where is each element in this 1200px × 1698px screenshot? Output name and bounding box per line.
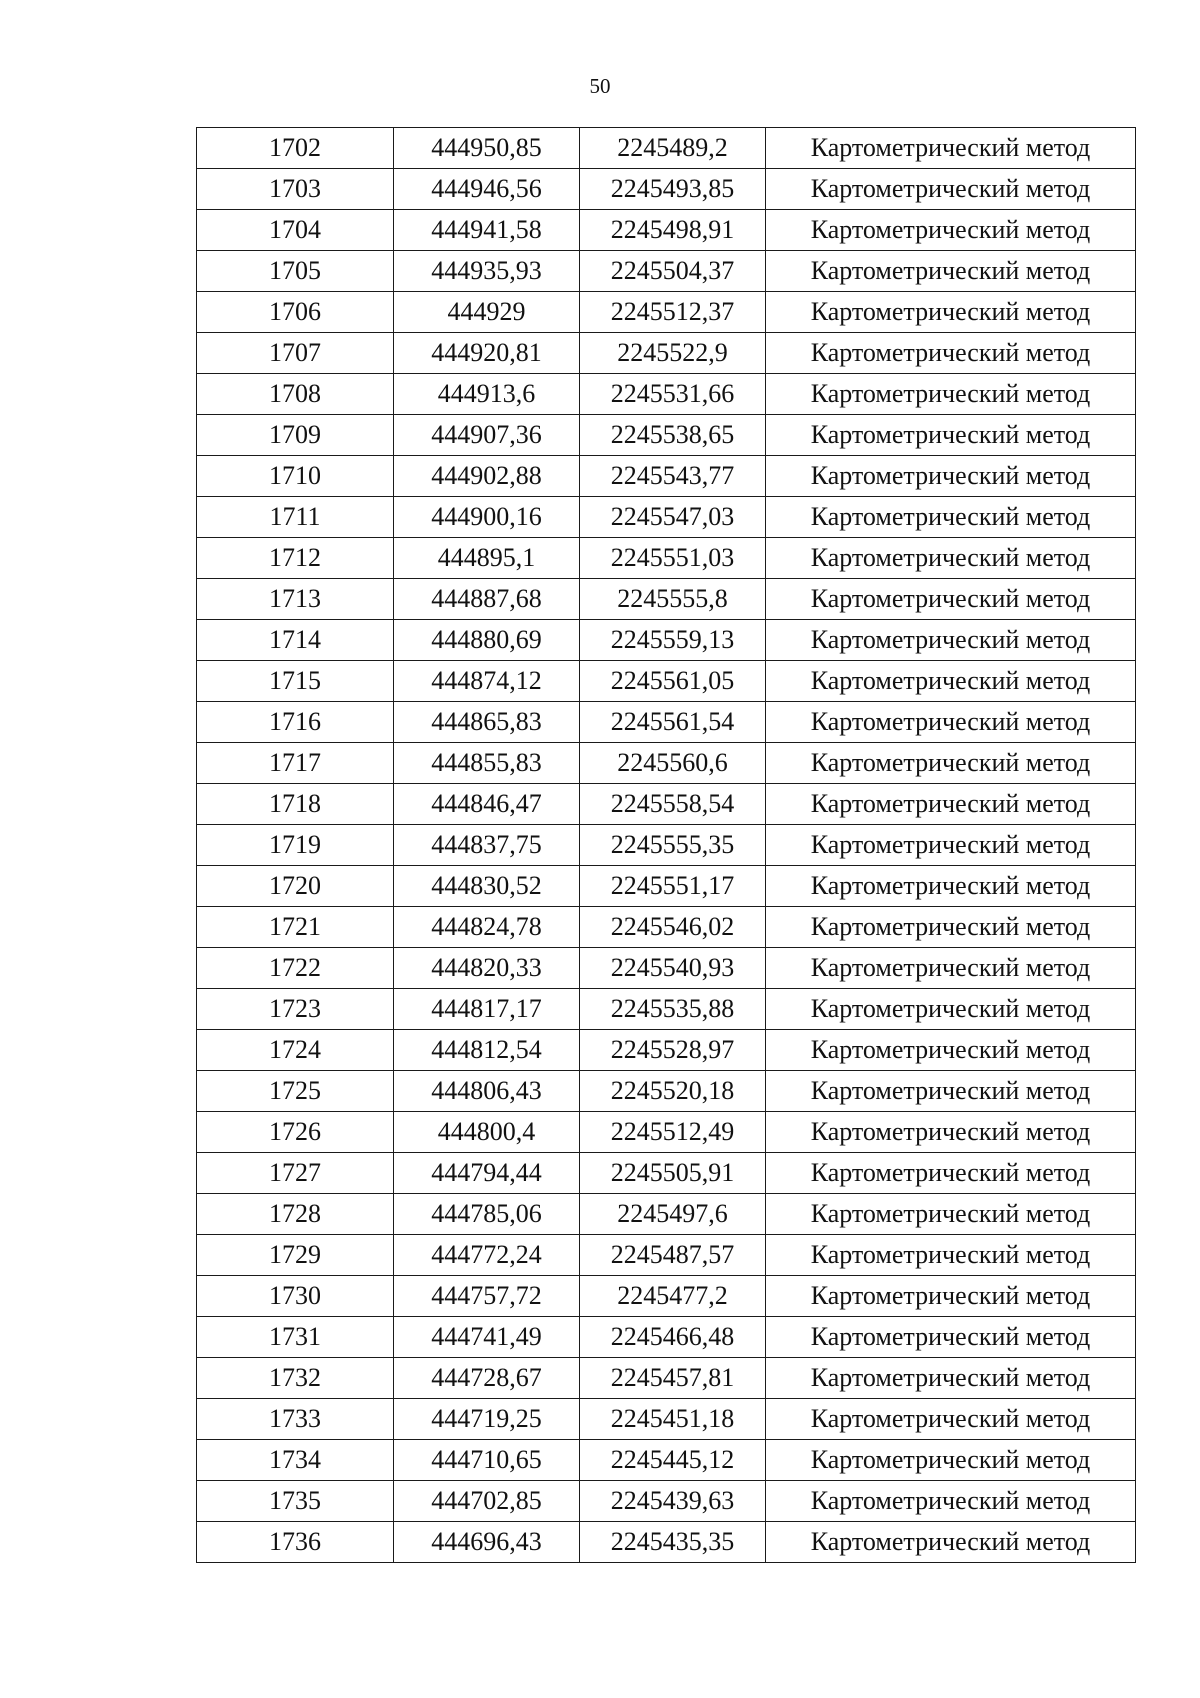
method-cell: Картометрический метод xyxy=(766,1235,1136,1276)
y-coordinate-cell: 2245528,97 xyxy=(580,1030,766,1071)
x-coordinate-cell: 444865,83 xyxy=(394,702,580,743)
point-number-cell: 1726 xyxy=(197,1112,394,1153)
table-row xyxy=(197,210,1136,251)
method-cell: Картометрический метод xyxy=(766,1317,1136,1358)
point-number-cell: 1702 xyxy=(197,128,394,169)
x-coordinate-cell: 444880,69 xyxy=(394,620,580,661)
x-coordinate-cell: 444913,6 xyxy=(394,374,580,415)
x-coordinate-cell: 444874,12 xyxy=(394,661,580,702)
x-coordinate-cell: 444946,56 xyxy=(394,169,580,210)
method-cell: Картометрический метод xyxy=(766,292,1136,333)
point-number-cell: 1720 xyxy=(197,866,394,907)
method-cell: Картометрический метод xyxy=(766,333,1136,374)
y-coordinate-cell: 2245497,6 xyxy=(580,1194,766,1235)
method-cell: Картометрический метод xyxy=(766,825,1136,866)
y-coordinate-cell: 2245498,91 xyxy=(580,210,766,251)
x-coordinate-cell: 444785,06 xyxy=(394,1194,580,1235)
table-row xyxy=(197,866,1136,907)
point-number-cell: 1725 xyxy=(197,1071,394,1112)
table-row xyxy=(197,456,1136,497)
x-coordinate-cell: 444830,52 xyxy=(394,866,580,907)
x-coordinate-cell: 444812,54 xyxy=(394,1030,580,1071)
point-number-cell: 1734 xyxy=(197,1440,394,1481)
method-cell: Картометрический метод xyxy=(766,251,1136,292)
table-row xyxy=(197,907,1136,948)
y-coordinate-cell: 2245538,65 xyxy=(580,415,766,456)
x-coordinate-cell: 444820,33 xyxy=(394,948,580,989)
x-coordinate-cell: 444837,75 xyxy=(394,825,580,866)
x-coordinate-cell: 444902,88 xyxy=(394,456,580,497)
point-number-cell: 1713 xyxy=(197,579,394,620)
table-row xyxy=(197,1522,1136,1563)
y-coordinate-cell: 2245540,93 xyxy=(580,948,766,989)
point-number-cell: 1709 xyxy=(197,415,394,456)
table-row xyxy=(197,1481,1136,1522)
x-coordinate-cell: 444772,24 xyxy=(394,1235,580,1276)
y-coordinate-cell: 2245560,6 xyxy=(580,743,766,784)
method-cell: Картометрический метод xyxy=(766,1481,1136,1522)
x-coordinate-cell: 444741,49 xyxy=(394,1317,580,1358)
method-cell: Картометрический метод xyxy=(766,1522,1136,1563)
y-coordinate-cell: 2245547,03 xyxy=(580,497,766,538)
table-row xyxy=(197,825,1136,866)
point-number-cell: 1712 xyxy=(197,538,394,579)
method-cell: Картометрический метод xyxy=(766,210,1136,251)
y-coordinate-cell: 2245546,02 xyxy=(580,907,766,948)
table-row xyxy=(197,1153,1136,1194)
point-number-cell: 1711 xyxy=(197,497,394,538)
method-cell: Картометрический метод xyxy=(766,415,1136,456)
x-coordinate-cell: 444702,85 xyxy=(394,1481,580,1522)
table-row xyxy=(197,989,1136,1030)
table-row xyxy=(197,251,1136,292)
method-cell: Картометрический метод xyxy=(766,661,1136,702)
y-coordinate-cell: 2245504,37 xyxy=(580,251,766,292)
point-number-cell: 1723 xyxy=(197,989,394,1030)
point-number-cell: 1736 xyxy=(197,1522,394,1563)
method-cell: Картометрический метод xyxy=(766,579,1136,620)
x-coordinate-cell: 444817,17 xyxy=(394,989,580,1030)
table-row xyxy=(197,374,1136,415)
x-coordinate-cell: 444696,43 xyxy=(394,1522,580,1563)
x-coordinate-cell: 444806,43 xyxy=(394,1071,580,1112)
y-coordinate-cell: 2245435,35 xyxy=(580,1522,766,1563)
method-cell: Картометрический метод xyxy=(766,1399,1136,1440)
table-row xyxy=(197,1112,1136,1153)
coordinates-table-body xyxy=(197,128,1136,1563)
point-number-cell: 1727 xyxy=(197,1153,394,1194)
method-cell: Картометрический метод xyxy=(766,374,1136,415)
method-cell: Картометрический метод xyxy=(766,128,1136,169)
method-cell: Картометрический метод xyxy=(766,497,1136,538)
point-number-cell: 1721 xyxy=(197,907,394,948)
y-coordinate-cell: 2245493,85 xyxy=(580,169,766,210)
method-cell: Картометрический метод xyxy=(766,1276,1136,1317)
x-coordinate-cell: 444800,4 xyxy=(394,1112,580,1153)
table-row xyxy=(197,1276,1136,1317)
y-coordinate-cell: 2245489,2 xyxy=(580,128,766,169)
x-coordinate-cell: 444887,68 xyxy=(394,579,580,620)
y-coordinate-cell: 2245445,12 xyxy=(580,1440,766,1481)
table-row xyxy=(197,579,1136,620)
x-coordinate-cell: 444757,72 xyxy=(394,1276,580,1317)
y-coordinate-cell: 2245555,35 xyxy=(580,825,766,866)
table-row xyxy=(197,1030,1136,1071)
table-row xyxy=(197,784,1136,825)
point-number-cell: 1717 xyxy=(197,743,394,784)
x-coordinate-cell: 444794,44 xyxy=(394,1153,580,1194)
y-coordinate-cell: 2245477,2 xyxy=(580,1276,766,1317)
y-coordinate-cell: 2245466,48 xyxy=(580,1317,766,1358)
x-coordinate-cell: 444719,25 xyxy=(394,1399,580,1440)
x-coordinate-cell: 444895,1 xyxy=(394,538,580,579)
y-coordinate-cell: 2245487,57 xyxy=(580,1235,766,1276)
point-number-cell: 1719 xyxy=(197,825,394,866)
table-row xyxy=(197,292,1136,333)
table-row xyxy=(197,661,1136,702)
method-cell: Картометрический метод xyxy=(766,743,1136,784)
method-cell: Картометрический метод xyxy=(766,1030,1136,1071)
method-cell: Картометрический метод xyxy=(766,1112,1136,1153)
x-coordinate-cell: 444935,93 xyxy=(394,251,580,292)
y-coordinate-cell: 2245451,18 xyxy=(580,1399,766,1440)
method-cell: Картометрический метод xyxy=(766,456,1136,497)
point-number-cell: 1731 xyxy=(197,1317,394,1358)
x-coordinate-cell: 444900,16 xyxy=(394,497,580,538)
method-cell: Картометрический метод xyxy=(766,948,1136,989)
method-cell: Картометрический метод xyxy=(766,1440,1136,1481)
point-number-cell: 1716 xyxy=(197,702,394,743)
table-row xyxy=(197,497,1136,538)
point-number-cell: 1703 xyxy=(197,169,394,210)
point-number-cell: 1715 xyxy=(197,661,394,702)
table-row xyxy=(197,1358,1136,1399)
point-number-cell: 1730 xyxy=(197,1276,394,1317)
method-cell: Картометрический метод xyxy=(766,538,1136,579)
method-cell: Картометрический метод xyxy=(766,1194,1136,1235)
x-coordinate-cell: 444855,83 xyxy=(394,743,580,784)
point-number-cell: 1710 xyxy=(197,456,394,497)
table-row xyxy=(197,702,1136,743)
table-row xyxy=(197,1071,1136,1112)
table-row xyxy=(197,415,1136,456)
table-row xyxy=(197,538,1136,579)
method-cell: Картометрический метод xyxy=(766,1153,1136,1194)
point-number-cell: 1704 xyxy=(197,210,394,251)
x-coordinate-cell: 444941,58 xyxy=(394,210,580,251)
method-cell: Картометрический метод xyxy=(766,1071,1136,1112)
point-number-cell: 1735 xyxy=(197,1481,394,1522)
x-coordinate-cell: 444929 xyxy=(394,292,580,333)
x-coordinate-cell: 444728,67 xyxy=(394,1358,580,1399)
table-row xyxy=(197,1317,1136,1358)
y-coordinate-cell: 2245531,66 xyxy=(580,374,766,415)
point-number-cell: 1708 xyxy=(197,374,394,415)
point-number-cell: 1729 xyxy=(197,1235,394,1276)
table-row xyxy=(197,128,1136,169)
point-number-cell: 1724 xyxy=(197,1030,394,1071)
point-number-cell: 1714 xyxy=(197,620,394,661)
y-coordinate-cell: 2245551,03 xyxy=(580,538,766,579)
table-row xyxy=(197,1399,1136,1440)
x-coordinate-cell: 444907,36 xyxy=(394,415,580,456)
table-row xyxy=(197,1235,1136,1276)
x-coordinate-cell: 444846,47 xyxy=(394,784,580,825)
coordinates-table xyxy=(196,127,1136,1563)
method-cell: Картометрический метод xyxy=(766,169,1136,210)
point-number-cell: 1707 xyxy=(197,333,394,374)
table-row xyxy=(197,620,1136,661)
y-coordinate-cell: 2245551,17 xyxy=(580,866,766,907)
method-cell: Картометрический метод xyxy=(766,866,1136,907)
table-row xyxy=(197,743,1136,784)
x-coordinate-cell: 444824,78 xyxy=(394,907,580,948)
y-coordinate-cell: 2245520,18 xyxy=(580,1071,766,1112)
point-number-cell: 1722 xyxy=(197,948,394,989)
y-coordinate-cell: 2245535,88 xyxy=(580,989,766,1030)
method-cell: Картометрический метод xyxy=(766,702,1136,743)
x-coordinate-cell: 444920,81 xyxy=(394,333,580,374)
y-coordinate-cell: 2245561,05 xyxy=(580,661,766,702)
table-row xyxy=(197,1194,1136,1235)
y-coordinate-cell: 2245561,54 xyxy=(580,702,766,743)
y-coordinate-cell: 2245522,9 xyxy=(580,333,766,374)
x-coordinate-cell: 444950,85 xyxy=(394,128,580,169)
method-cell: Картометрический метод xyxy=(766,620,1136,661)
method-cell: Картометрический метод xyxy=(766,1358,1136,1399)
method-cell: Картометрический метод xyxy=(766,989,1136,1030)
page-number: 50 xyxy=(589,74,611,98)
point-number-cell: 1732 xyxy=(197,1358,394,1399)
y-coordinate-cell: 2245543,77 xyxy=(580,456,766,497)
y-coordinate-cell: 2245555,8 xyxy=(580,579,766,620)
table-row xyxy=(197,169,1136,210)
table-row xyxy=(197,1440,1136,1481)
method-cell: Картометрический метод xyxy=(766,784,1136,825)
x-coordinate-cell: 444710,65 xyxy=(394,1440,580,1481)
y-coordinate-cell: 2245558,54 xyxy=(580,784,766,825)
table-row xyxy=(197,333,1136,374)
y-coordinate-cell: 2245512,49 xyxy=(580,1112,766,1153)
y-coordinate-cell: 2245559,13 xyxy=(580,620,766,661)
y-coordinate-cell: 2245505,91 xyxy=(580,1153,766,1194)
point-number-cell: 1733 xyxy=(197,1399,394,1440)
y-coordinate-cell: 2245439,63 xyxy=(580,1481,766,1522)
y-coordinate-cell: 2245457,81 xyxy=(580,1358,766,1399)
y-coordinate-cell: 2245512,37 xyxy=(580,292,766,333)
point-number-cell: 1718 xyxy=(197,784,394,825)
point-number-cell: 1705 xyxy=(197,251,394,292)
method-cell: Картометрический метод xyxy=(766,907,1136,948)
point-number-cell: 1706 xyxy=(197,292,394,333)
point-number-cell: 1728 xyxy=(197,1194,394,1235)
table-row xyxy=(197,948,1136,989)
